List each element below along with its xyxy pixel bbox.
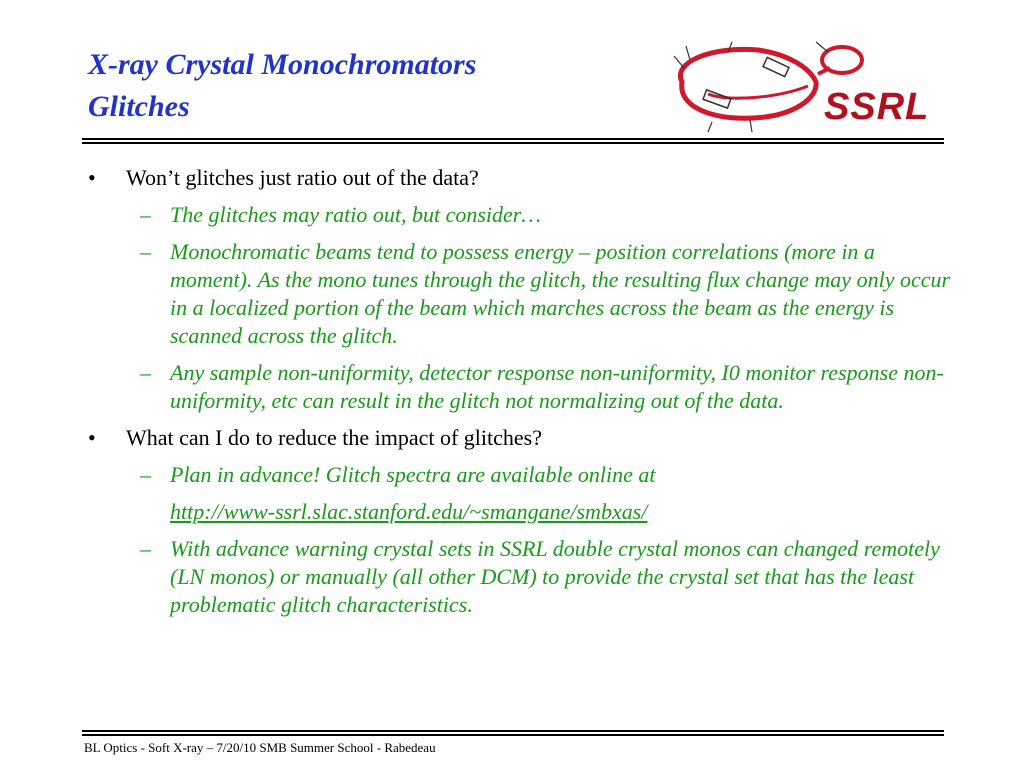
header-rule-top bbox=[82, 138, 944, 140]
dash-marker: – bbox=[140, 536, 151, 561]
bullet-text: Plan in advance! Glitch spectra are available online at bbox=[170, 462, 656, 487]
bullet-text: What can I do to reduce the impact of glitches? bbox=[126, 425, 542, 450]
footer-text: BL Optics - Soft X-ray – 7/20/10 SMB Summer School - Rabedeau bbox=[84, 740, 436, 755]
slide-title bbox=[88, 44, 476, 128]
dash-marker: – bbox=[140, 360, 151, 385]
dash-marker: – bbox=[140, 239, 151, 264]
footer-rule-bottom bbox=[82, 734, 944, 736]
list-item bbox=[80, 535, 960, 619]
title-line-1: X-ray Crystal Monochromators bbox=[88, 48, 477, 81]
bullet-text: With advance warning crystal sets in SSRL double crystal monos can changed remotely (LN monos) or manually (all other DCM) to provide the crystal set that has the least problematic glitch characteristics. bbox=[170, 536, 940, 617]
list-item bbox=[80, 424, 960, 452]
footer-rule-top bbox=[82, 730, 944, 732]
list-item bbox=[80, 238, 960, 350]
bullet-list bbox=[80, 164, 960, 628]
header-rule-bottom bbox=[82, 142, 944, 144]
list-item bbox=[80, 461, 960, 489]
ssrl-logo bbox=[668, 38, 930, 138]
logo-wordmark: SSRL bbox=[824, 86, 930, 128]
bullet-text: Monochromatic beams tend to possess energy – position correlations (more in a moment). As the mono tunes through the glitch, the resulting flux change may only occur in a localized portion of the beam which marches across the beam as the energy is scanned across the glitch. bbox=[170, 239, 951, 348]
list-item bbox=[80, 498, 960, 526]
list-item bbox=[80, 201, 960, 229]
dash-marker: – bbox=[140, 202, 151, 227]
bullet-text: Won’t glitches just ratio out of the data? bbox=[126, 165, 479, 190]
list-item bbox=[80, 359, 960, 415]
glitch-spectra-link[interactable]: http://www-ssrl.slac.stanford.edu/~smangane/smbxas/ bbox=[170, 499, 648, 524]
bullet-text: The glitches may ratio out, but consider… bbox=[170, 202, 541, 227]
bullet-text: Any sample non-uniformity, detector response non-uniformity, I0 monitor response non-uniformity, etc can result in the glitch not normalizing out of the data. bbox=[170, 360, 944, 413]
list-item bbox=[80, 164, 960, 192]
dash-marker: – bbox=[140, 462, 151, 487]
bullet-marker: • bbox=[88, 165, 96, 190]
bullet-marker: • bbox=[88, 425, 96, 450]
title-line-2: Glitches bbox=[88, 90, 190, 123]
